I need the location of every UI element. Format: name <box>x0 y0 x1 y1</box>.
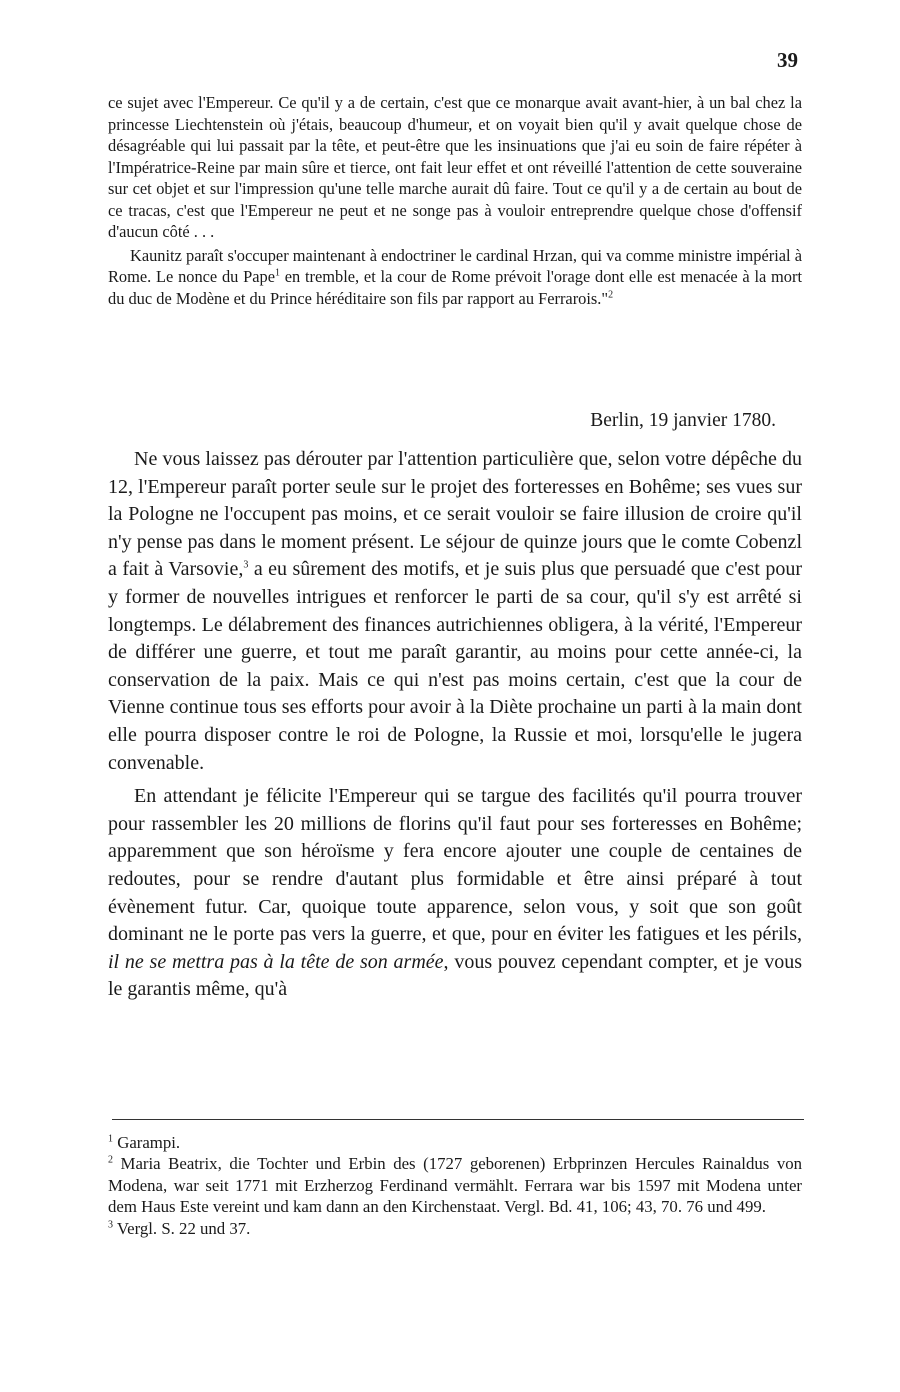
footnotes <box>108 1132 802 1239</box>
footnote-divider <box>112 1119 804 1120</box>
footnote <box>108 1153 802 1217</box>
letter-dateline: Berlin, 19 janvier 1780. <box>590 410 776 431</box>
quote-text: en tremble, et la cour de Rome prévoit l'orage dont elle est menacée à la mort du duc de Modène et du Prince héréditaire son fils par rapport au Ferrarois." <box>108 267 802 308</box>
footnote-ref: 3 <box>243 559 249 571</box>
quoted-dispatch <box>108 92 802 309</box>
footnote <box>108 1218 802 1239</box>
footnote-ref: 2 <box>608 289 614 301</box>
letter-text: Ne vous laissez pas dérouter par l'attention particulière que, selon votre dépêche du 12, l'Empereur paraît porter seule sur le projet des forteresses en Bohême; ses vues sur la Pologne ne l'occupent pas moins, et ce serait vouloir se faire illusion de croire qu'il n'y pense pas dans le moment présent. Le séjour de quinze jours que le comte Cobenzl a fait à Varsovie, <box>108 448 802 581</box>
letter-text: , vous pouvez cependant compter, et je vous le garantis même, qu'à <box>108 950 803 1001</box>
page-number: 39 <box>777 48 798 72</box>
letter-emphasis: il ne se mettra pas à la tête de son armée <box>108 950 444 973</box>
footnote-ref: 1 <box>275 267 280 279</box>
footnote-text: Vergl. S. 22 und 37. <box>113 1218 251 1238</box>
footnote-marker: 1 <box>108 1133 113 1145</box>
footnote-text: Garampi. <box>113 1133 181 1152</box>
letter-text: En attendant je félicite l'Empereur qui se targue des facilités qu'il pourra trouver pour rassembler les 20 millions de florins qu'il faut pour ses forteresses en Bohême; apparemment que son héroïsme y fera encore ajouter une couple de centaines de redoutes, pour se rendre d'autant plus formidable et être ainsi préparé à tout évènement futur. Car, quoique toute apparence, selon vous, y soit que son goût dominant ne le porte pas vers la guerre, et que, pour en éviter les fatigues et les périls, <box>108 785 802 946</box>
letter-paragraph <box>108 783 802 1004</box>
footnote-marker: 3 <box>108 1219 113 1231</box>
footnote <box>108 1132 802 1153</box>
letter-text: a eu sûrement des motifs, et je suis plus que persuadé que c'est pour y former de nouvelles intrigues et renforcer le parti de sa cour, qu'il s'y est arrêté si longtemps. Le délabrement des finances autrichiennes obligera, à la vérité, l'Empereur de différer une guerre, et tout me paraît garantir, au moins pour cette année-ci, la conservation de la paix. Mais ce qui n'est pas moins certain, c'est que la cour de Vienne continue tous ses efforts pour avoir à la Diète prochaine un parti à la main dont elle pourra disposer contre le roi de Pologne, la Russie et moi, lorsqu'elle le jugera convenable. <box>108 558 802 774</box>
letter-body <box>108 446 802 1004</box>
quote-paragraph <box>108 245 802 310</box>
quote-text: Kaunitz paraît s'occuper maintenant à endoctriner le cardinal Hrzan, qui va comme ministre impérial à Rome. Le nonce du Pape <box>108 245 802 286</box>
footnote-marker: 2 <box>108 1154 113 1166</box>
quote-paragraph: ce sujet avec l'Empereur. Ce qu'il y a de certain, c'est que ce monarque avait avant-hier, à un bal chez la princesse Liechtenstein où j'étais, beaucoup d'humeur, et on voyait bien qu'il y avait quelque chose de désagréable qui lui passait par la tête, et peut-être que les insinuations que j'ai eu soin de faire répéter à l'Impératrice-Reine par main sûre et tierce, ont fait leur effet et ont réveillé l'attention de cette souveraine sur cet objet et sur l'impression qu'une telle marche aurait dû faire. Tout ce qu'il y a de certain au bout de ce tracas, c'est que l'Empereur ne peut et ne songe pas à vouloir entreprendre quelque chose d'offensif d'aucun côté . . . <box>108 93 802 241</box>
letter-paragraph <box>108 446 802 777</box>
footnote-text: Maria Beatrix, die Tochter und Erbin des (1727 geborenen) Erbprinzen Hercules Rainaldus von Modena, war seit 1771 mit Erzherzog Ferdinand vermählt. Ferrara war bis 1597 mit Modena unter dem Haus Este vereint und kam dann an den Kirchenstaat. Vergl. Bd. 41, 106; 43, 70. 76 und 499. <box>108 1154 802 1217</box>
